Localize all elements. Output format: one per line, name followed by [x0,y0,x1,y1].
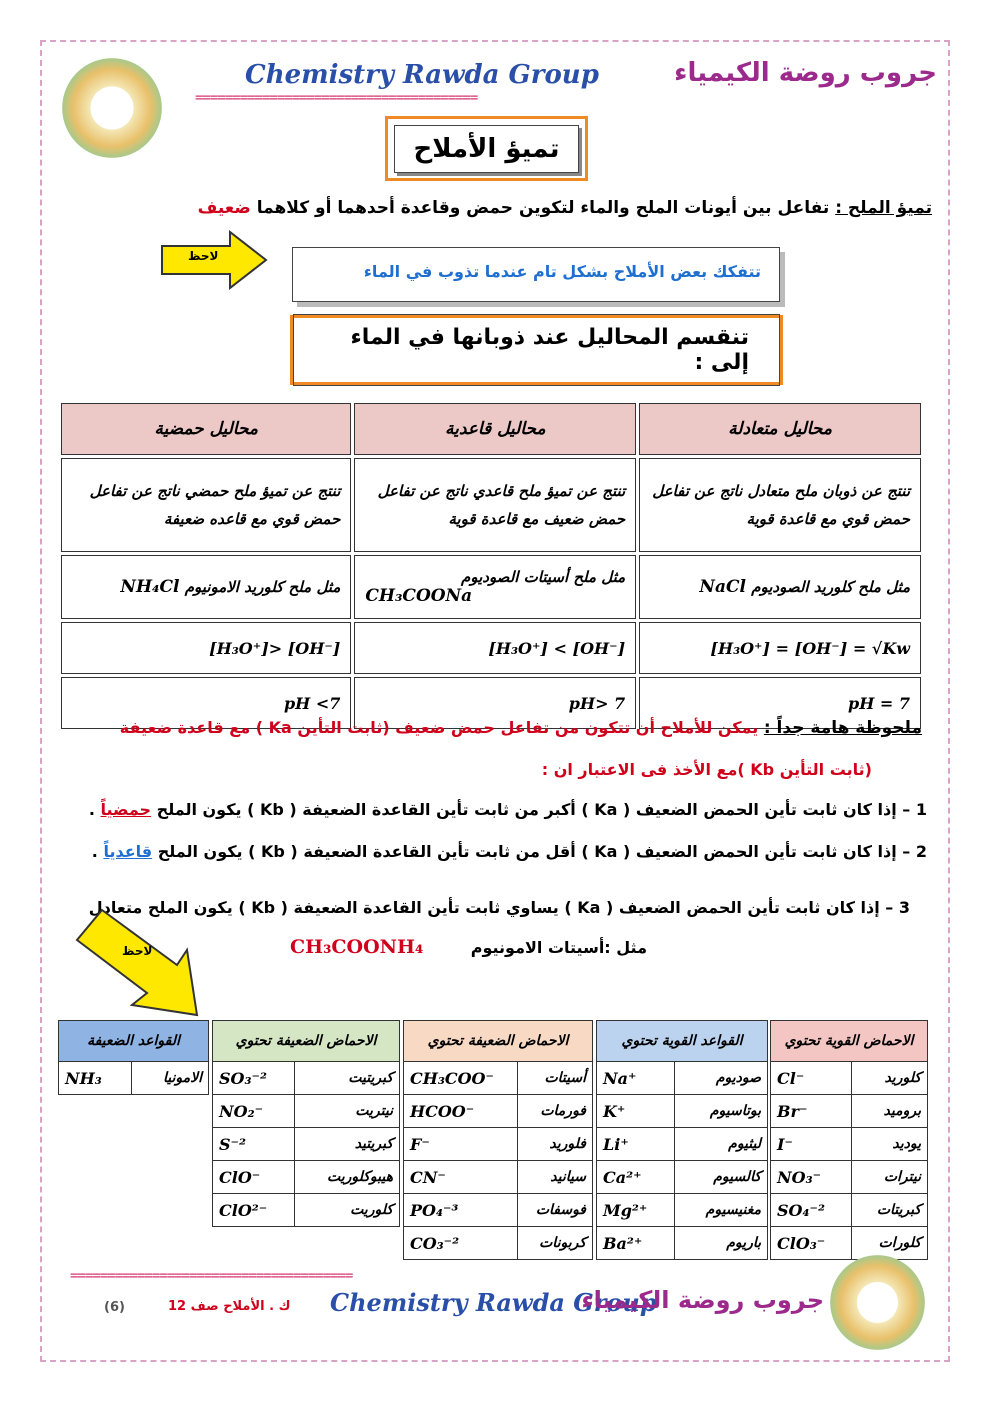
example-label: مثل ملح كلوريد الامونيوم [184,578,341,596]
table-cell: تنتج عن تميؤ ملح حمضي ناتج عن تفاعل حمض قوي مع قاعده ضعيفة [61,458,351,552]
important-note-text: يمكن للأملاح أن تتكون من تفاعل حمض ضعيف (ثابت التأين Ka ) مع قاعدة ضعيفة [119,718,759,737]
weak-bases-table [58,1020,209,1095]
solutions-heading: تنقسم المحاليل عند ذوبانها في الماء إلى : [293,314,780,386]
definition-text: تفاعل بين أيونات الملح والماء لتكوين حمض وقاعدة أحدهما أو كلاهما [256,198,830,218]
example-label: مثل ملح كلوريد الصوديوم [751,578,910,596]
ion-name: هيبوكلوريت [294,1161,399,1194]
ion-name: مغنيسيوم [675,1194,768,1227]
important-note-label: ملحوظة هامة جداً : [763,718,922,738]
footer-group-en: Chemistry Rawda Group [330,1288,657,1317]
ion-formula: SO₄⁻² [771,1194,852,1227]
weak-acids-table-1 [403,1020,593,1260]
title-frame [385,116,588,181]
ion-name: كلوريت [294,1194,399,1227]
ion-formula: NO₂⁻ [213,1095,295,1128]
ion-formula: Li⁺ [597,1128,675,1161]
ion-formula: Br⁻ [771,1095,852,1128]
ion-name: الامونيا [132,1062,209,1095]
definition-highlight: ضعيف [197,198,251,218]
ion-name: صوديوم [675,1062,768,1095]
ion-formula: CN⁻ [404,1161,518,1194]
ion-formula: K⁺ [597,1095,675,1128]
ion-name: نيترات [852,1161,928,1194]
ion-name: نيتريت [294,1095,399,1128]
ion-name: فلوريد [518,1128,593,1161]
table-header: محاليل قاعدية [354,403,636,455]
ion-formula: ClO₃⁻ [771,1227,852,1260]
table-cell [639,622,921,674]
ion-formula: F⁻ [404,1128,518,1161]
example-formula: NaCl [699,577,746,597]
ph-value: pH = 7 [848,693,910,713]
ion-name: يوديد [852,1128,928,1161]
ion-formula: ClO⁻ [213,1161,295,1194]
example-formula: CH₃COONa [365,586,473,606]
ion-name: ليثيوم [675,1128,768,1161]
table-header: الاحماض الضعيفة تحتوي [404,1021,593,1062]
table-header: محاليل حمضية [61,403,351,455]
notice-text: تتفكك بعض الأملاح بشكل تام عندما تذوب في الماء [363,262,761,281]
ion-name: كلوريد [852,1062,928,1095]
ion-relation: [H₃O⁺] < [OH⁻] [488,638,626,658]
ion-name: كبريتيد [294,1128,399,1161]
table-header: الاحماض القوية تحتوي [771,1021,928,1062]
example-label: مثل ملح أسيتات الصوديوم [461,568,626,586]
rule-item-1-result: حمضياً [100,800,152,819]
strong-acids-table [770,1020,928,1260]
strong-bases-table [596,1020,768,1260]
notice-box [292,247,780,302]
ion-name: سيانيد [518,1161,593,1194]
header-divider: ====================================== [195,90,478,106]
ion-formula: Na⁺ [597,1062,675,1095]
table-header: القواعد الضعيفة [59,1021,209,1062]
ion-name: كبريتيت [294,1062,399,1095]
ion-formula: Cl⁻ [771,1062,852,1095]
page-title: تميؤ الأملاح [394,125,578,173]
ion-formula: S⁻² [213,1128,295,1161]
notice-arrow-down-icon [72,905,202,1020]
header-group-ar: جروب روضة الكيمياء [674,58,937,88]
ion-name: فورمات [518,1095,593,1128]
table-cell [639,555,921,619]
example-formula: NH₄Cl [120,577,180,597]
ion-formula: SO₃⁻² [213,1062,295,1095]
ion-name: كبريتات [852,1194,928,1227]
rule-item-1: 1 – إذا كان ثابت تأين الحمض الضعيف ( Ka ) أكبر من ثابت تأين القاعدة الضعيفة ( Kb ) يكون الملح حمضياً . [88,800,927,819]
rule-item-2-result: قاعدياً [103,842,153,861]
important-note [62,718,922,738]
ion-relation: [H₃O⁺] = [OH⁻] = √Kw [710,638,910,658]
footer-info: ك . الأملاح صف 12 [168,1299,291,1314]
ion-formula: Mg²⁺ [597,1194,675,1227]
ion-name: بروميد [852,1095,928,1128]
definition-term: تميؤ الملح : [835,198,932,218]
notice-label: لاحظ [188,249,219,263]
ion-formula: NH₃ [59,1062,132,1095]
logo [62,58,162,158]
footer-logo [830,1255,925,1350]
table-cell [354,622,636,674]
footer-divider: ====================================== [70,1268,353,1284]
footer-page-number: (6) [104,1300,125,1315]
example-formula: CH₃COONH₄ [290,936,424,958]
header-group-en: Chemistry Rawda Group [245,60,599,90]
ion-formula: I⁻ [771,1128,852,1161]
rule-item-2-text: 2 – إذا كان ثابت تأين الحمض الضعيف ( Ka ) أقل من ثابت تأين القاعدة الضعيفة ( Kb ) يكون الملح [157,842,927,861]
ion-name: كربونات [518,1227,593,1260]
solutions-table [58,400,924,732]
ph-value: pH <7 [283,693,341,713]
ion-formula: PO₄⁻³ [404,1194,518,1227]
table-header: الاحماض الضعيفة تحتوي [213,1021,400,1062]
ion-name: كلورات [852,1227,928,1260]
table-cell [61,622,351,674]
weak-acids-table-2 [212,1020,400,1227]
ph-value: pH> 7 [568,693,626,713]
ion-formula: Ba²⁺ [597,1227,675,1260]
ion-name: باريوم [675,1227,768,1260]
ion-name: أسيتات [518,1062,593,1095]
ion-formula: HCOO⁻ [404,1095,518,1128]
rule-item-3: 3 – إذا كان ثابت تأين الحمض الضعيف ( Ka ) يساوي ثابت تأين القاعدة الضعيفة ( Kb ) يكون الملح متعادل [88,898,910,917]
ion-formula: CO₃⁻² [404,1227,518,1260]
ion-name: بوتاسيوم [675,1095,768,1128]
footer-group-ar: جروب روضة الكيمياء [581,1286,824,1314]
rule-item-1-text: 1 – إذا كان ثابت تأين الحمض الضعيف ( Ka ) أكبر من ثابت تأين القاعدة الضعيفة ( Kb ) يكون الملح [156,800,927,819]
table-header: محاليل متعادلة [639,403,921,455]
notice-label-2: لاحظ [122,944,153,958]
example-label: مثل :أسيتات الامونيوم [470,938,647,957]
table-cell: تنتج عن ذوبان ملح متعادل ناتج عن تفاعل حمض قوي مع قاعدة قوية [639,458,921,552]
ion-relation: [H₃O⁺]> [OH⁻] [209,638,341,658]
table-header: القواعد القوية تحتوي [597,1021,768,1062]
table-cell [354,555,636,619]
ion-formula: Ca²⁺ [597,1161,675,1194]
table-cell: تنتج عن تميؤ ملح قاعدي ناتج عن تفاعل حمض ضعيف مع قاعدة قوية [354,458,636,552]
ion-name: فوسفات [518,1194,593,1227]
ion-name: كالسيوم [675,1161,768,1194]
ion-formula: NO₃⁻ [771,1161,852,1194]
example-row [471,938,647,957]
rule-item-2: 2 – إذا كان ثابت تأين الحمض الضعيف ( Ka ) أقل من ثابت تأين القاعدة الضعيفة ( Kb ) يكون الملح قاعدياً . [91,842,927,861]
definition [52,198,932,218]
table-cell [61,555,351,619]
important-note-line2: (ثابت التأين Kb )مع الأخذ فى الاعتبار ان : [541,760,872,779]
solutions-heading-frame [290,315,783,385]
ion-formula: ClO²⁻ [213,1194,295,1227]
ion-formula: CH₃COO⁻ [404,1062,518,1095]
